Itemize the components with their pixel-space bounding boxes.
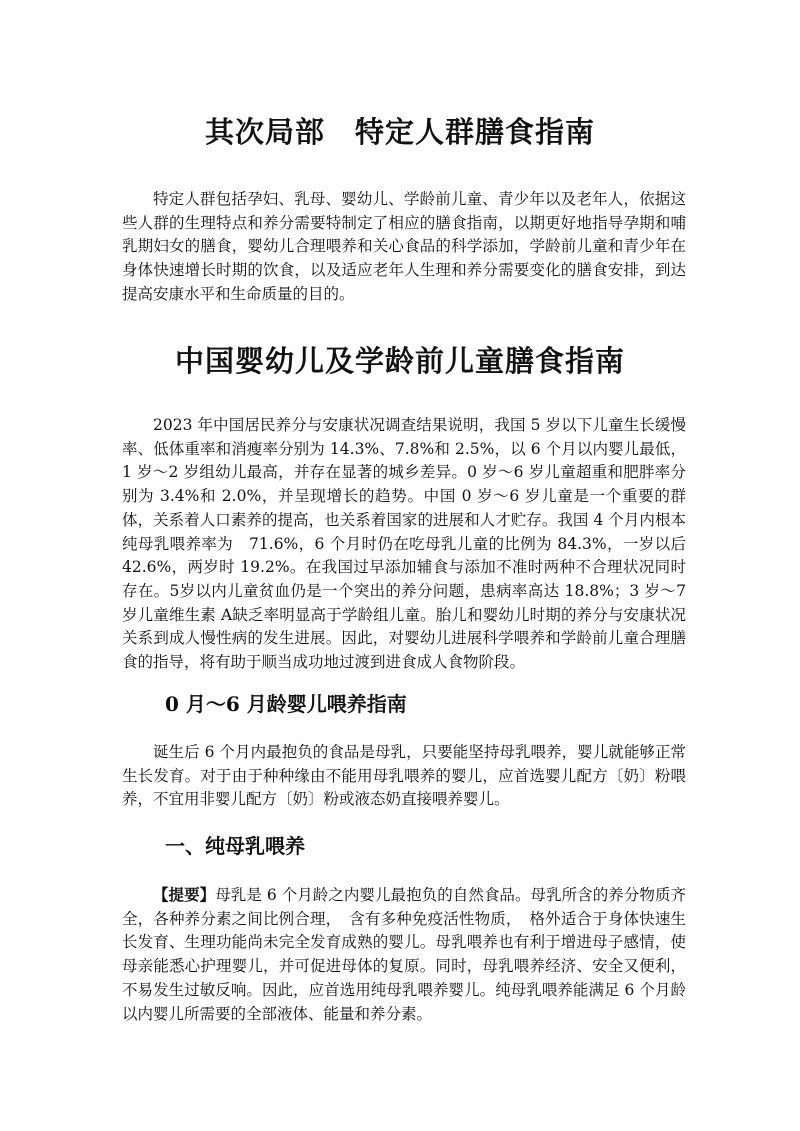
guide-title: 中国婴幼儿及学龄前儿童膳食指南 [174,344,625,378]
summary-tag: 【提要】 [153,885,216,904]
infant-guide-paragraph: 诞生后 6 个月内最抱负的食品是母乳，只要能坚持母乳喂养，婴儿就能够正常生长发育。对于由于种种缘由不能用母乳喂养的婴儿，应首选婴儿配方〔奶〕粉喂养，不宜用非婴儿配方〔奶〕粉或液态奶直接喂养婴儿。 [122,743,686,809]
breastfeeding-heading: 一、纯母乳喂养 [165,834,305,858]
breastfeeding-text: 母乳是 6 个月龄之内婴儿最抱负的自然食品。母乳所含的养分物质齐全，各种养分素之间比例合理， 含有多种免疫活性物质， 格外适合于身体快速生长发育、生理功能尚未完全发育成熟的婴儿。母乳喂养也有利于增进母子感情，使母亲能悉心护理婴儿，并可促进母体的复原。同时，母乳喂养经济、安全又便利，不易发生过敏反响。因此，应首选用纯母乳喂养婴儿。纯母乳喂养能满足 6 个月龄以内婴儿所需要的全部液体、能量和养分素。 [122,886,686,1023]
part-title: 其次局部 特定人群膳食指南 [204,115,595,149]
infant-guide-heading: 0 月～6 月龄婴儿喂养指南 [165,692,407,716]
breastfeeding-paragraph [122,883,686,1026]
survey-paragraph: 2023 年中国居民养分与安康状况调查结果说明，我国 5 岁以下儿童生长缓慢率、低体重率和消瘦率分别为 14.3%、7.8%和 2.5%，以 6 个月以内婴儿最低，1 岁～2 岁组幼儿最高，并存在显著的城乡差异。0 岁～6 岁儿童超重和肥胖率分别为 3.4%和 2.0%，并呈现增长的趋势。中国 0 岁～6 岁儿童是一个重要的群体，关系着人口素养的提高，也关系着国家的进展和人才贮存。我国 4 个月内根本纯母乳喂养率为 71.6%，6 个月时仍在吃母乳儿童的比例为 84.3%，一岁以后 42.6%，两岁时 19.2%。在我国过早添加辅食与添加不准时两种不合理状况同时存在。5岁以内儿童贫血仍是一个突出的养分问题，患病率高达 18.8%；3 岁～7 岁儿童维生素 A缺乏率明显高于学龄组儿童。胎儿和婴幼儿时期的养分与安康状况关系到成人慢性病的发生进展。因此，对婴幼儿进展科学喂养和学龄前儿童合理膳食的指导，将有助于顺当成功地过渡到进食成人食物阶段。 [122,416,686,672]
intro-paragraph: 特定人群包括孕妇、乳母、婴幼儿、学龄前儿童、青少年以及老年人，依据这些人群的生理特点和养分需要特制定了相应的膳食指南，以期更好地指导孕期和哺乳期妇女的膳食，婴幼儿合理喂养和关心食品的科学添加，学龄前儿童和青少年在身体快速增长时期的饮食，以及适应老年人生理和养分需要变化的膳食安排，到达提高安康水平和生命质量的目的。 [122,190,686,303]
